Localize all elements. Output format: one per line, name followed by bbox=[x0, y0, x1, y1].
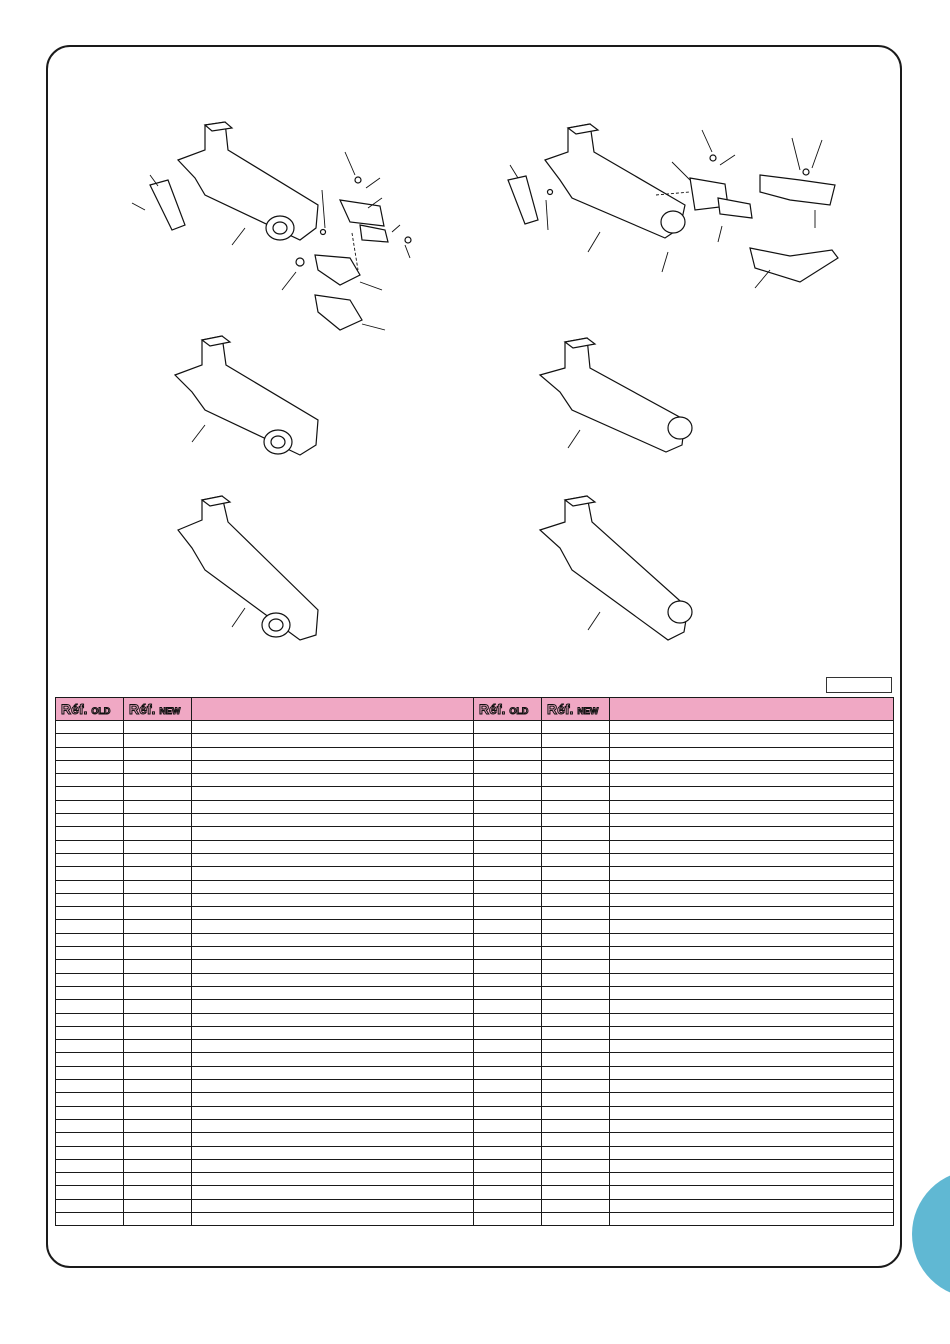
table-row bbox=[56, 721, 894, 734]
table-cell bbox=[542, 1133, 610, 1146]
table-row bbox=[56, 1000, 894, 1013]
table-cell bbox=[192, 1173, 474, 1186]
table-cell bbox=[124, 960, 192, 973]
table-cell bbox=[542, 760, 610, 773]
table-cell bbox=[124, 1199, 192, 1212]
table-cell bbox=[124, 1146, 192, 1159]
table-row bbox=[56, 1186, 894, 1199]
table-cell bbox=[610, 907, 894, 920]
table-cell bbox=[192, 734, 474, 747]
table-cell bbox=[124, 1066, 192, 1079]
table-cell bbox=[56, 1000, 124, 1013]
table-cell bbox=[124, 840, 192, 853]
table-cell bbox=[192, 1066, 474, 1079]
table-row bbox=[56, 880, 894, 893]
table-cell bbox=[56, 1026, 124, 1039]
table-cell bbox=[192, 1186, 474, 1199]
table-cell bbox=[542, 734, 610, 747]
table-cell bbox=[124, 867, 192, 880]
table-cell bbox=[124, 1080, 192, 1093]
table-cell bbox=[192, 973, 474, 986]
table-cell bbox=[610, 920, 894, 933]
table-cell bbox=[474, 760, 542, 773]
table-row bbox=[56, 947, 894, 960]
page-tab bbox=[912, 1170, 950, 1298]
table-cell bbox=[542, 1186, 610, 1199]
table-cell bbox=[192, 1119, 474, 1132]
table-cell bbox=[474, 1013, 542, 1026]
table-cell bbox=[474, 814, 542, 827]
table-cell bbox=[610, 787, 894, 800]
table-cell bbox=[124, 880, 192, 893]
table-cell bbox=[56, 867, 124, 880]
table-cell bbox=[474, 747, 542, 760]
table-cell bbox=[610, 1040, 894, 1053]
table-cell bbox=[474, 1173, 542, 1186]
table-cell bbox=[474, 1186, 542, 1199]
table-cell bbox=[542, 920, 610, 933]
table-cell bbox=[610, 867, 894, 880]
table-row bbox=[56, 1066, 894, 1079]
table-cell bbox=[124, 1000, 192, 1013]
table-cell bbox=[56, 1159, 124, 1172]
table-cell bbox=[124, 1106, 192, 1119]
table-cell bbox=[56, 1080, 124, 1093]
assembly-mid-left bbox=[175, 336, 318, 455]
table-cell bbox=[474, 827, 542, 840]
table-cell bbox=[192, 1146, 474, 1159]
table-cell bbox=[56, 1212, 124, 1225]
table-cell bbox=[56, 947, 124, 960]
table-cell bbox=[610, 1119, 894, 1132]
table-cell bbox=[542, 1000, 610, 1013]
table-cell bbox=[192, 947, 474, 960]
col-header-ref-new-left: Réf. NEW bbox=[124, 698, 192, 721]
table-cell bbox=[610, 1053, 894, 1066]
table-cell bbox=[474, 986, 542, 999]
table-cell bbox=[474, 1026, 542, 1039]
table-cell bbox=[56, 1053, 124, 1066]
table-cell bbox=[610, 1146, 894, 1159]
table-cell bbox=[474, 840, 542, 853]
table-cell bbox=[192, 920, 474, 933]
table-cell bbox=[192, 827, 474, 840]
table-row bbox=[56, 1080, 894, 1093]
table-cell bbox=[474, 1066, 542, 1079]
table-cell bbox=[610, 986, 894, 999]
table-cell bbox=[610, 1000, 894, 1013]
table-cell bbox=[474, 1133, 542, 1146]
table-cell bbox=[192, 787, 474, 800]
table-cell bbox=[192, 1106, 474, 1119]
table-cell bbox=[56, 787, 124, 800]
table-cell bbox=[610, 893, 894, 906]
table-cell bbox=[474, 973, 542, 986]
table-cell bbox=[474, 853, 542, 866]
table-cell bbox=[56, 1146, 124, 1159]
table-cell bbox=[124, 1026, 192, 1039]
table-cell bbox=[610, 1013, 894, 1026]
table-cell bbox=[474, 880, 542, 893]
table-cell bbox=[124, 1212, 192, 1225]
table-cell bbox=[56, 933, 124, 946]
table-cell bbox=[124, 747, 192, 760]
table-cell bbox=[610, 721, 894, 734]
table-cell bbox=[192, 933, 474, 946]
table-cell bbox=[192, 774, 474, 787]
assembly-mid-right bbox=[540, 338, 692, 452]
table-cell bbox=[542, 1053, 610, 1066]
table-cell bbox=[124, 973, 192, 986]
table-row bbox=[56, 827, 894, 840]
table-cell bbox=[56, 827, 124, 840]
table-cell bbox=[474, 960, 542, 973]
table-cell bbox=[542, 1146, 610, 1159]
table-row bbox=[56, 1119, 894, 1132]
table-cell bbox=[542, 1080, 610, 1093]
table-cell bbox=[610, 1066, 894, 1079]
table-cell bbox=[610, 853, 894, 866]
table-row bbox=[56, 1133, 894, 1146]
table-cell bbox=[542, 880, 610, 893]
table-cell bbox=[192, 867, 474, 880]
table-row bbox=[56, 1053, 894, 1066]
table-cell bbox=[474, 1000, 542, 1013]
table-cell bbox=[542, 747, 610, 760]
table-cell bbox=[192, 721, 474, 734]
table-cell bbox=[56, 1186, 124, 1199]
table-cell bbox=[610, 1106, 894, 1119]
table-cell bbox=[474, 721, 542, 734]
table-row bbox=[56, 920, 894, 933]
table-cell bbox=[124, 853, 192, 866]
table-row bbox=[56, 1146, 894, 1159]
table-cell bbox=[192, 814, 474, 827]
table-cell bbox=[474, 893, 542, 906]
assembly-bottom-left bbox=[178, 496, 318, 640]
table-cell bbox=[192, 1199, 474, 1212]
table-cell bbox=[474, 800, 542, 813]
table-row bbox=[56, 760, 894, 773]
table-row bbox=[56, 1212, 894, 1225]
table-cell bbox=[610, 960, 894, 973]
table-cell bbox=[542, 1199, 610, 1212]
table-cell bbox=[610, 734, 894, 747]
table-cell bbox=[610, 774, 894, 787]
table-cell bbox=[124, 893, 192, 906]
assembly-top-left bbox=[150, 122, 411, 330]
table-cell bbox=[124, 1186, 192, 1199]
table-row bbox=[56, 1093, 894, 1106]
table-cell bbox=[192, 1212, 474, 1225]
table-cell bbox=[610, 947, 894, 960]
table-cell bbox=[124, 787, 192, 800]
table-row bbox=[56, 933, 894, 946]
table-cell bbox=[192, 853, 474, 866]
table-cell bbox=[474, 947, 542, 960]
table-cell bbox=[124, 1173, 192, 1186]
table-cell bbox=[56, 920, 124, 933]
table-cell bbox=[192, 1093, 474, 1106]
table-cell bbox=[542, 1106, 610, 1119]
table-cell bbox=[542, 800, 610, 813]
table-cell bbox=[542, 1212, 610, 1225]
table-row bbox=[56, 1026, 894, 1039]
table-cell bbox=[56, 960, 124, 973]
table-cell bbox=[542, 973, 610, 986]
table-cell bbox=[56, 1013, 124, 1026]
table-cell bbox=[610, 814, 894, 827]
table-cell bbox=[124, 1053, 192, 1066]
table-cell bbox=[610, 933, 894, 946]
table-cell bbox=[56, 1119, 124, 1132]
table-row bbox=[56, 907, 894, 920]
table-cell bbox=[474, 907, 542, 920]
table-cell bbox=[192, 747, 474, 760]
table-row bbox=[56, 774, 894, 787]
table-row bbox=[56, 1106, 894, 1119]
table-cell bbox=[192, 1080, 474, 1093]
table-body bbox=[56, 721, 894, 1226]
table-cell bbox=[124, 800, 192, 813]
table-cell bbox=[56, 1093, 124, 1106]
table-cell bbox=[124, 774, 192, 787]
table-cell bbox=[610, 827, 894, 840]
table-row bbox=[56, 1199, 894, 1212]
table-cell bbox=[56, 734, 124, 747]
table-cell bbox=[124, 1013, 192, 1026]
table-cell bbox=[542, 1159, 610, 1172]
table-cell bbox=[610, 1093, 894, 1106]
table-cell bbox=[56, 1106, 124, 1119]
table-cell bbox=[124, 1133, 192, 1146]
assembly-top-right bbox=[508, 124, 838, 282]
table-cell bbox=[610, 1080, 894, 1093]
table-cell bbox=[610, 1199, 894, 1212]
table-row bbox=[56, 986, 894, 999]
col-header-ref-new-right: Réf. NEW bbox=[542, 698, 610, 721]
table-cell bbox=[542, 986, 610, 999]
table-cell bbox=[542, 933, 610, 946]
table-row bbox=[56, 973, 894, 986]
table-row bbox=[56, 893, 894, 906]
table-cell bbox=[542, 1173, 610, 1186]
table-cell bbox=[56, 907, 124, 920]
table-cell bbox=[474, 734, 542, 747]
table-cell bbox=[474, 1199, 542, 1212]
table-cell bbox=[124, 986, 192, 999]
table-cell bbox=[610, 1212, 894, 1225]
table-cell bbox=[124, 734, 192, 747]
table-cell bbox=[474, 1212, 542, 1225]
table-cell bbox=[192, 986, 474, 999]
table-row bbox=[56, 1173, 894, 1186]
table-cell bbox=[56, 840, 124, 853]
table-cell bbox=[124, 760, 192, 773]
table-cell bbox=[124, 827, 192, 840]
table-row bbox=[56, 1013, 894, 1026]
parts-table bbox=[55, 697, 894, 1226]
table-cell bbox=[474, 1159, 542, 1172]
table-row bbox=[56, 867, 894, 880]
table-cell bbox=[542, 814, 610, 827]
table-cell bbox=[542, 1119, 610, 1132]
table-cell bbox=[610, 973, 894, 986]
table-cell bbox=[474, 1053, 542, 1066]
assembly-bottom-right bbox=[540, 496, 692, 640]
col-header-ref-old-right: Réf. OLD bbox=[474, 698, 542, 721]
table-cell bbox=[610, 800, 894, 813]
table-cell bbox=[124, 1119, 192, 1132]
table-cell bbox=[56, 986, 124, 999]
table-cell bbox=[474, 867, 542, 880]
table-cell bbox=[542, 774, 610, 787]
table-cell bbox=[474, 787, 542, 800]
table-cell bbox=[474, 1093, 542, 1106]
table-cell bbox=[610, 840, 894, 853]
table-cell bbox=[542, 1026, 610, 1039]
table-row bbox=[56, 787, 894, 800]
table-cell bbox=[124, 947, 192, 960]
table-cell bbox=[56, 760, 124, 773]
table-cell bbox=[192, 1026, 474, 1039]
table-cell bbox=[542, 1066, 610, 1079]
reference-box bbox=[826, 677, 892, 693]
table-cell bbox=[124, 1040, 192, 1053]
table-cell bbox=[124, 721, 192, 734]
table-cell bbox=[192, 960, 474, 973]
table-cell bbox=[56, 814, 124, 827]
table-cell bbox=[56, 747, 124, 760]
table-cell bbox=[192, 1133, 474, 1146]
table-cell bbox=[124, 907, 192, 920]
table-cell bbox=[542, 721, 610, 734]
table-row bbox=[56, 800, 894, 813]
table-row bbox=[56, 734, 894, 747]
table-cell bbox=[610, 747, 894, 760]
table-cell bbox=[124, 1093, 192, 1106]
table-cell bbox=[56, 800, 124, 813]
table-cell bbox=[474, 1040, 542, 1053]
table-cell bbox=[56, 1040, 124, 1053]
table-cell bbox=[542, 827, 610, 840]
table-cell bbox=[192, 760, 474, 773]
table-cell bbox=[474, 1106, 542, 1119]
table-cell bbox=[542, 893, 610, 906]
table-row bbox=[56, 1040, 894, 1053]
table-cell bbox=[56, 1133, 124, 1146]
table-cell bbox=[542, 907, 610, 920]
table-cell bbox=[542, 840, 610, 853]
table-cell bbox=[542, 867, 610, 880]
table-cell bbox=[192, 880, 474, 893]
table-cell bbox=[192, 840, 474, 853]
table-cell bbox=[192, 1000, 474, 1013]
table-cell bbox=[192, 1040, 474, 1053]
table-row bbox=[56, 960, 894, 973]
table-cell bbox=[56, 880, 124, 893]
table-cell bbox=[610, 1186, 894, 1199]
table-cell bbox=[192, 800, 474, 813]
table-cell bbox=[474, 1146, 542, 1159]
table-cell bbox=[610, 1026, 894, 1039]
col-header-description-right bbox=[610, 698, 894, 721]
table-cell bbox=[56, 721, 124, 734]
table-cell bbox=[542, 947, 610, 960]
col-header-description-left bbox=[192, 698, 474, 721]
table-cell bbox=[474, 933, 542, 946]
table-cell bbox=[192, 1159, 474, 1172]
table-cell bbox=[192, 1013, 474, 1026]
table-row bbox=[56, 814, 894, 827]
table-cell bbox=[542, 1093, 610, 1106]
table-cell bbox=[124, 1159, 192, 1172]
table-row bbox=[56, 747, 894, 760]
table-cell bbox=[474, 1080, 542, 1093]
table-cell bbox=[610, 1159, 894, 1172]
table-cell bbox=[542, 853, 610, 866]
table-cell bbox=[474, 1119, 542, 1132]
table-cell bbox=[192, 907, 474, 920]
table-cell bbox=[56, 774, 124, 787]
table-cell bbox=[124, 933, 192, 946]
table-cell bbox=[56, 853, 124, 866]
table-row bbox=[56, 853, 894, 866]
table-row bbox=[56, 840, 894, 853]
table-cell bbox=[56, 1199, 124, 1212]
table-cell bbox=[542, 787, 610, 800]
table-cell bbox=[124, 920, 192, 933]
table-cell bbox=[56, 1066, 124, 1079]
table-cell bbox=[192, 1053, 474, 1066]
table-cell bbox=[192, 893, 474, 906]
table-cell bbox=[56, 1173, 124, 1186]
table-row bbox=[56, 1159, 894, 1172]
table-cell bbox=[474, 774, 542, 787]
table-cell bbox=[610, 760, 894, 773]
col-header-ref-old-left: Réf. OLD bbox=[56, 698, 124, 721]
table-cell bbox=[610, 1173, 894, 1186]
table-cell bbox=[56, 973, 124, 986]
table-header-row bbox=[56, 698, 894, 721]
table-cell bbox=[542, 960, 610, 973]
table-cell bbox=[610, 1133, 894, 1146]
table-cell bbox=[542, 1040, 610, 1053]
table-cell bbox=[610, 880, 894, 893]
table-cell bbox=[56, 893, 124, 906]
table-cell bbox=[124, 814, 192, 827]
table-cell bbox=[474, 920, 542, 933]
table-cell bbox=[542, 1013, 610, 1026]
